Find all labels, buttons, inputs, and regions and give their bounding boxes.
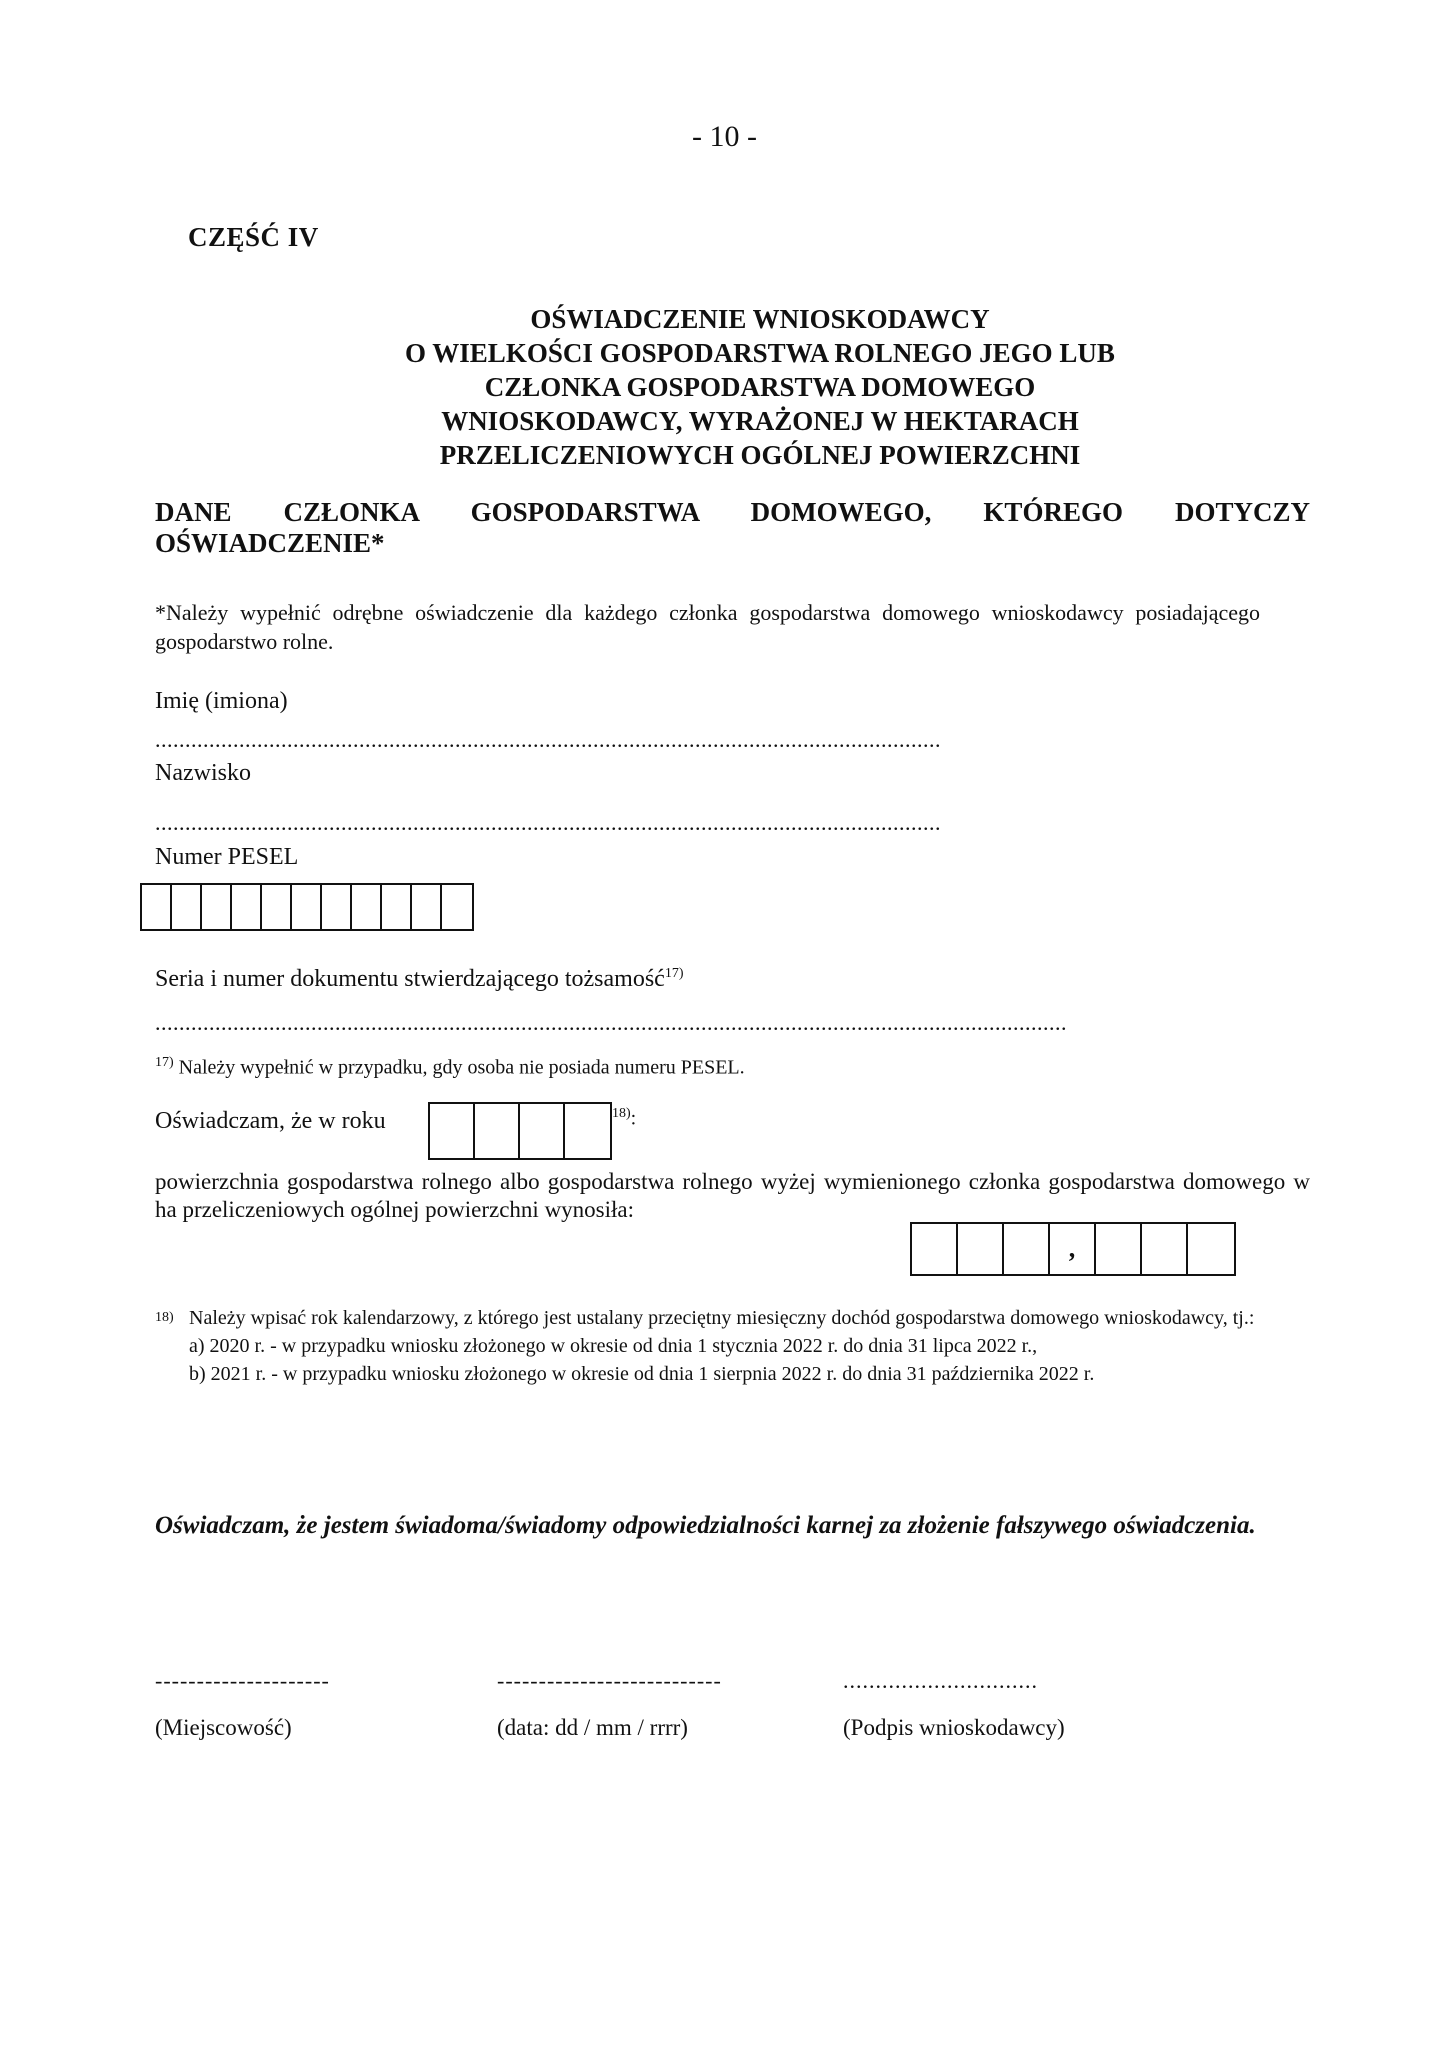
footnote-18-item-b: b) 2021 r. - w przypadku wniosku złożonego w okresie od dnia 1 sierpnia 2022 r. do dnia 31 października 2022 r. — [189, 1363, 1095, 1385]
part-title: CZĘŚĆ IV — [188, 222, 319, 252]
surname-field[interactable]: ................................................................................................................................... — [155, 810, 941, 835]
area-decimal-digit-box[interactable] — [1142, 1224, 1188, 1274]
year-digit-box[interactable] — [565, 1104, 610, 1158]
date-label: (data: dd / mm / rrrr) — [497, 1715, 688, 1740]
place-label: (Miejscowość) — [155, 1715, 292, 1740]
area-decimal-digit-box[interactable] — [1188, 1224, 1234, 1274]
footnote-18-marker: 18) — [155, 1310, 174, 1325]
id-document-label — [155, 966, 684, 993]
pesel-digit-box[interactable] — [442, 885, 472, 929]
footnote-18-item-a: a) 2020 r. - w przypadku wniosku złożonego w okresie od dnia 1 stycznia 2022 r. do dnia 31 lipca 2022 r., — [189, 1335, 1038, 1357]
liability-statement: Oświadczam, że jestem świadoma/świadomy odpowiedzialności karnej za złożenie fałszywego oświadczenia. — [155, 1512, 1256, 1539]
signature-line[interactable]: .............................. — [843, 1668, 1038, 1693]
footnote-ref-17: 17) — [664, 966, 684, 981]
first-name-field[interactable]: ................................................................................................................................... — [155, 727, 941, 752]
year-digit-box[interactable] — [430, 1104, 475, 1158]
year-boxes[interactable] — [428, 1102, 612, 1160]
heading-line: OŚWIADCZENIE WNIOSKODAWCY — [530, 304, 990, 334]
date-line[interactable]: --------------------------- — [497, 1668, 722, 1693]
first-name-label: Imię (imiona) — [155, 688, 288, 714]
heading-line: WNIOSKODAWCY, WYRAŻONEJ W HEKTARACH — [441, 406, 1079, 436]
pesel-boxes[interactable] — [140, 883, 474, 931]
pesel-digit-box[interactable] — [322, 885, 352, 929]
heading-line: O WIELKOŚCI GOSPODARSTWA ROLNEGO JEGO LUB — [405, 338, 1115, 368]
pesel-digit-box[interactable] — [412, 885, 442, 929]
area-decimal-separator: , — [1050, 1224, 1096, 1274]
id-document-label-text: Seria i numer dokumentu stwierdzającego tożsamość — [155, 966, 665, 992]
pesel-digit-box[interactable] — [352, 885, 382, 929]
surname-label: Nazwisko — [155, 760, 251, 786]
footnote-ref-18: 18) — [612, 1106, 631, 1121]
document-heading — [300, 302, 1220, 472]
signature-label: (Podpis wnioskodawcy) — [843, 1715, 1065, 1740]
heading-line: PRZELICZENIOWYCH OGÓLNEJ POWIERZCHNI — [439, 440, 1081, 470]
pesel-digit-box[interactable] — [262, 885, 292, 929]
footnote-17-marker: 17) — [155, 1055, 174, 1070]
pesel-digit-box[interactable] — [382, 885, 412, 929]
area-decimal-digit-box[interactable] — [1096, 1224, 1142, 1274]
area-boxes[interactable] — [910, 1222, 1236, 1276]
pesel-digit-box[interactable] — [172, 885, 202, 929]
area-statement: powierzchnia gospodarstwa rolnego albo gospodarstwa rolnego wyżej wymienionego członka gospodarstwa domowego w ha przeliczeniowych ogólnej powierzchni wynosiła: — [155, 1169, 1310, 1222]
pesel-label: Numer PESEL — [155, 844, 299, 870]
area-integer-digit-box[interactable] — [1004, 1224, 1050, 1274]
year-colon: : — [630, 1107, 637, 1130]
year-digit-box[interactable] — [475, 1104, 520, 1158]
pesel-digit-box[interactable] — [232, 885, 262, 929]
place-line[interactable]: --------------------- — [155, 1668, 330, 1693]
id-document-field[interactable]: ........................................................................................................................................................ — [155, 1010, 1067, 1035]
footnote-17 — [155, 1050, 745, 1081]
area-integer-digit-box[interactable] — [912, 1224, 958, 1274]
year-digit-box[interactable] — [520, 1104, 565, 1158]
area-integer-digit-box[interactable] — [958, 1224, 1004, 1274]
heading-line: CZŁONKA GOSPODARSTWA DOMOWEGO — [484, 372, 1036, 402]
fill-instruction-note: *Należy wypełnić odrębne oświadczenie dla każdego członka gospodarstwa domowego wnioskodawcy posiadającego gospodarstwo rolne. — [155, 600, 1260, 654]
year-declaration-label: Oświadczam, że w roku — [155, 1108, 386, 1134]
footnote-17-text: Należy wypełnić w przypadku, gdy osoba nie posiada numeru PESEL. — [178, 1056, 745, 1079]
footnote-18 — [155, 1305, 1310, 1387]
page-number: - 10 - — [692, 120, 757, 153]
pesel-digit-box[interactable] — [202, 885, 232, 929]
year-footnote-ref — [612, 1106, 636, 1131]
member-section-title-continued: OŚWIADCZENIE* — [155, 528, 385, 558]
pesel-digit-box[interactable] — [292, 885, 322, 929]
member-section-title: DANE CZŁONKA GOSPODARSTWA DOMOWEGO, KTÓREGO DOTYCZY — [155, 497, 1310, 527]
pesel-digit-box[interactable] — [142, 885, 172, 929]
footnote-18-text: Należy wpisać rok kalendarzowy, z którego jest ustalany przeciętny miesięczny dochód gospodarstwa domowego wnioskodawcy, tj.: — [189, 1307, 1255, 1329]
